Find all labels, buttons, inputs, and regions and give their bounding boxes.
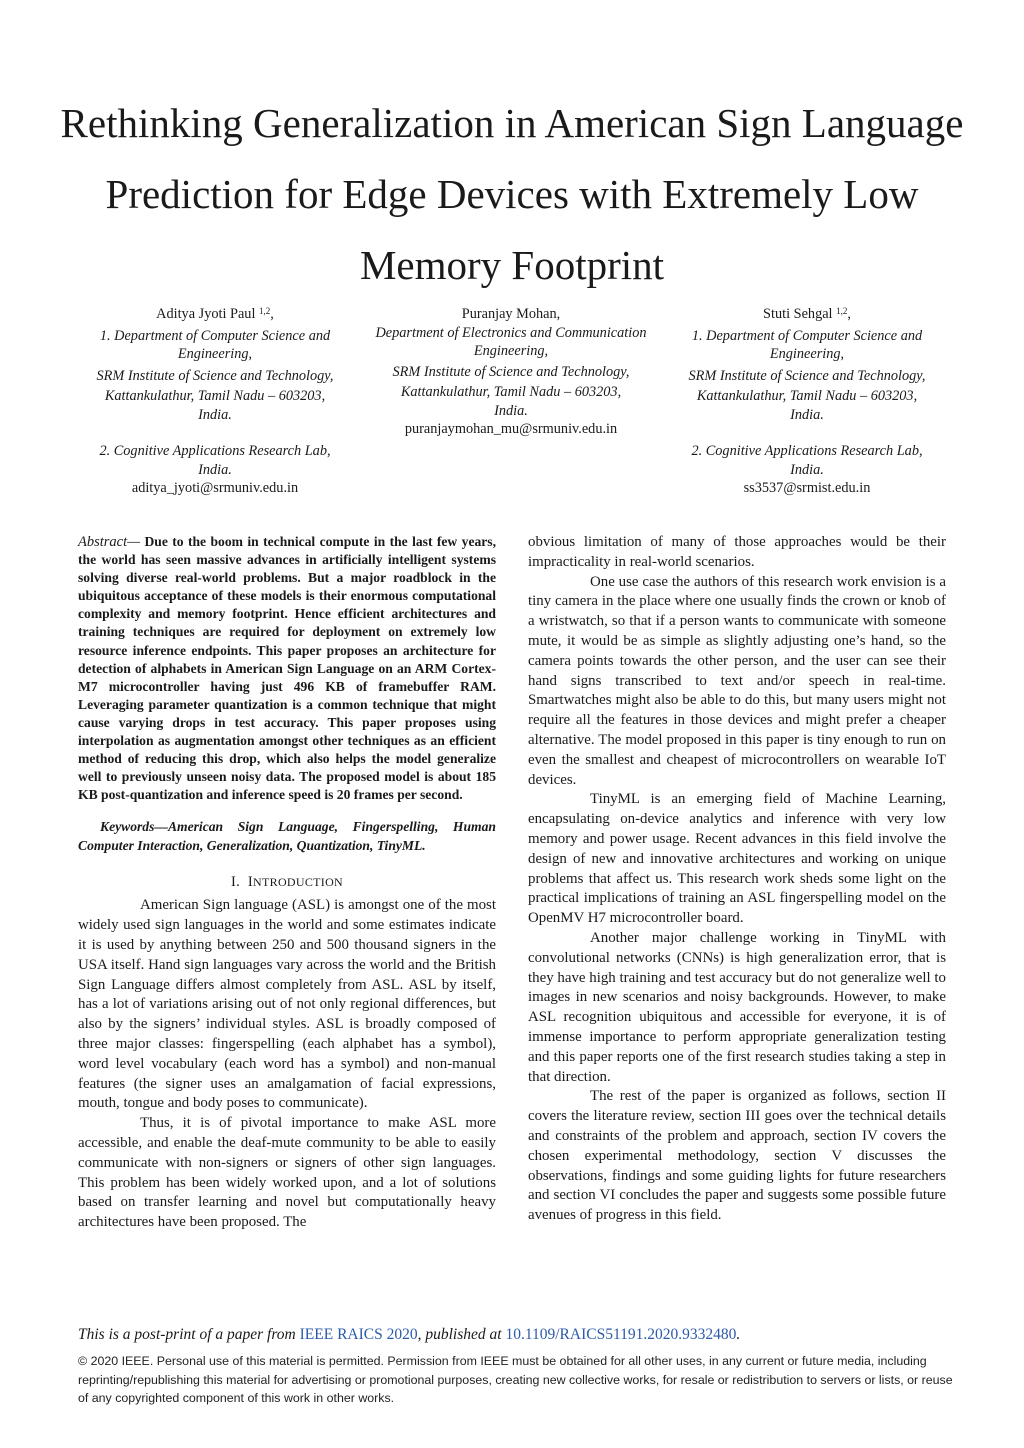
author-affiliation: Kattankulathur, Tamil Nadu – 603203,	[104, 388, 326, 404]
abstract-label: Abstract—	[78, 534, 141, 550]
abstract	[78, 533, 496, 804]
author-affiliation: SRM Institute of Science and Technology,	[688, 367, 926, 384]
author-affiliation-2: 2. Cognitive Applications Research Lab,	[691, 443, 923, 459]
author-affiliation: India.	[198, 406, 232, 423]
paper-title: Rethinking Generalization in American Sign Language Prediction for Edge Devices with Extremely Low Memory Footprint	[60, 100, 964, 288]
author-affiliation: 1. Department of Computer Science and Engineering,	[691, 327, 923, 362]
author-affiliation: India.	[494, 402, 528, 419]
author-name: Stuti Sehgal $^{1,2}$,	[763, 306, 851, 322]
venue-link[interactable]: IEEE RAICS 2020	[299, 1326, 418, 1343]
doi-link[interactable]: 10.1109/RAICS51191.2020.9332480	[505, 1326, 737, 1343]
author-affiliation-2: India.	[198, 461, 232, 478]
author-affiliation-2: India.	[790, 461, 824, 478]
author-block-3	[662, 305, 952, 498]
author-email: aditya_jyoti@srmuniv.edu.in	[131, 480, 299, 496]
paragraph: One use case the authors of this research work envision is a tiny camera in the place where one usually finds the crown or knob of a wristwatch, so that if a person wants to communicate with someone mute, it would be as simple as slightly adjusting one’s hand, so the camera points towards the other person, and the user can see their hand signs transcribed to text and/or speech in real-time. Smartwatches might also be able to do this, but many users might not require all the features in those devices and might prefer a cheaper alternative. The model proposed in this paper is tiny enough to run on even the smallest and cheapest of microcontrollers on wearable IoT devices.	[528, 573, 946, 788]
paragraph: Thus, it is of pivotal importance to make ASL more accessible, and enable the deaf-mute community to be able to easily communicate with non-signers or signers of other sign languages. This problem has been widely worked upon, and a lot of solutions based on transfer learning and novel but computationally heavy architectures have been proposed. The	[78, 1115, 496, 1231]
author-affiliation: Department of Electronics and Communication Engineering,	[375, 324, 647, 359]
author-email: ss3537@srmist.edu.in	[743, 480, 871, 496]
author-affiliation: India.	[790, 406, 824, 423]
keywords: Keywords—American Sign Language, Fingerspelling, Human Computer Interaction, Generalization, Quantization, TinyML.	[78, 819, 496, 853]
author-block-1	[70, 305, 360, 498]
author-affiliation: SRM Institute of Science and Technology,	[392, 363, 630, 380]
paragraph: The rest of the paper is organized as follows, section II covers the literature review, section III goes over the technical details and constraints of the problem and approach, section IV covers the chosen experimental methodology, section V discusses the observations, findings and some guiding lights for future researchers and section VI concludes the paper and suggests some possible future avenues of progress in this field.	[528, 1088, 946, 1224]
left-column	[78, 533, 496, 1233]
paragraph: obvious limitation of many of those approaches would be their impracticality in real-world scenarios.	[528, 534, 946, 570]
abstract-text: Due to the boom in technical compute in the last few years, the world has seen massive advances in artificially intelligent systems solving diverse real-world problems. But a major roadblock in the ubiquitous acceptance of these models is their enormous computational complexity and memory footprint. Hence efficient architectures and training techniques are required for deployment on extremely low resource inference endpoints. This paper proposes an architecture for detection of alphabets in American Sign Language on an ARM Cortex-M7 microcontroller having just 496 KB of framebuffer RAM. Leveraging parameter quantization is a common technique that might cause varying drops in test accuracy. This paper proposes using interpolation as augmentation amongst other techniques as an efficient method of reducing this drop, which also helps the model generalize well to previously unseen noisy data. The proposed model is about 185 KB post-quantization and inference speed is 20 frames per second.	[78, 534, 496, 803]
section-heading-introduction: I. INTRODUCTION	[230, 873, 344, 890]
postprint-notice: This is a post-print of a paper from IEEE RAICS 2020, published at 10.1109/RAICS51191.2020.9332480.	[78, 1326, 741, 1343]
author-affiliation: SRM Institute of Science and Technology,	[96, 367, 334, 384]
author-name: Aditya Jyoti Paul $^{1,2}$,	[156, 306, 274, 322]
paragraph: Another major challenge working in TinyML with convolutional networks (CNNs) is high generalization error, that is they have high training and test accuracy but do not generalize well to images in new scenarios and noisy backgrounds. However, to make ASL recognition ubiquitous and accessible for everyone, it is of immense importance to perform appropriate generalization testing and this paper reports one of the first research studies taking a step in that direction.	[528, 929, 946, 1085]
paragraph: American Sign language (ASL) is amongst one of the most widely used sign languages in the world and some estimates indicate it is used by anything between 250 and 500 thousand signers in the USA itself. Hand sign languages vary across the world and the British Sign Language differs almost completely from ASL. ASL by itself, has a lot of variations arising out of not only regional differences, but also by the signers’ individual styles. ASL is broadly composed of three major classes: fingerspelling (each alphabet has a symbol), word level vocabulary (each word has a symbol) and non-manual features (the signer uses an amalgamation of facial expressions, mouth, tongue and body poses to communicate).	[78, 897, 496, 1112]
copyright-notice: © 2020 IEEE. Personal use of this material is permitted. Permission from IEEE must be obtained for all other uses, in any current or future media, including reprinting/republishing this material for advertising or promotional purposes, creating new collective works, for resale or redistribution to servers or lists, or reuse of any copyrighted component of this work in other works.	[78, 1354, 953, 1405]
author-block-2	[366, 305, 656, 439]
paragraph: TinyML is an emerging field of Machine Learning, encapsulating on-device analytics and inference with very low memory and power usage. Recent advances in this field involve the design of new and innovative architectures and working on unique problems that affect us. This research work sheds some light on the practical implications of training an ASL fingerspelling model on the OpenMV H7 microcontroller board.	[528, 791, 946, 927]
author-affiliation: Kattankulathur, Tamil Nadu – 603203,	[400, 384, 622, 400]
author-name: Puranjay Mohan,	[461, 306, 561, 322]
right-column	[528, 533, 946, 1226]
author-email: puranjaymohan_mu@srmuniv.edu.in	[404, 421, 618, 437]
author-affiliation: 1. Department of Computer Science and Engineering,	[99, 327, 331, 362]
author-affiliation: Kattankulathur, Tamil Nadu – 603203,	[696, 388, 918, 404]
author-affiliation-2: 2. Cognitive Applications Research Lab,	[99, 443, 331, 459]
